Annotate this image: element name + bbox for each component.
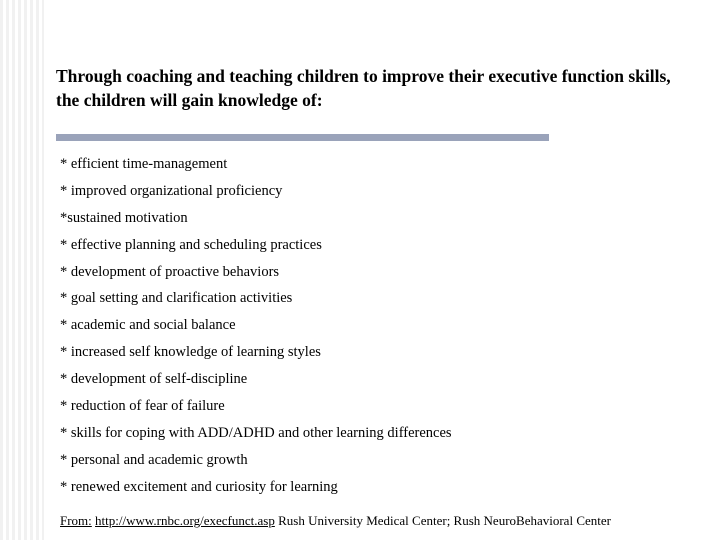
bullet-academic-social-balance: * academic and social balance — [60, 317, 236, 334]
bullet-time-management: * efficient time-management — [60, 156, 228, 172]
source-prefix[interactable]: From: — [60, 513, 92, 528]
source-footer — [60, 513, 611, 529]
bullet-organizational-proficiency: * improved organizational proficiency — [60, 182, 283, 199]
bullet-proactive-behaviors: * development of proactive behaviors — [60, 263, 280, 280]
source-link[interactable]: http://www.rnbc.org/execfunct.asp — [95, 513, 275, 528]
bullet-learning-styles: * increased self knowledge of learning styles — [60, 344, 321, 361]
slide-title: Through coaching and teaching children to improve their executive function skills, the children will gain knowledge of: — [56, 66, 671, 110]
bullet-self-discipline: * development of self-discipline — [60, 371, 248, 388]
source-attribution: Rush University Medical Center; Rush NeuroBehavioral Center — [278, 513, 611, 528]
bullet-planning-scheduling: * effective planning and scheduling practices — [60, 236, 322, 253]
bullet-fear-of-failure: * reduction of fear of failure — [60, 398, 225, 415]
bullet-goal-setting: * goal setting and clarification activities — [60, 290, 293, 307]
bullet-personal-academic-growth: * personal and academic growth — [60, 451, 248, 468]
bullet-excitement-curiosity: * renewed excitement and curiosity for learning — [60, 478, 338, 495]
bullet-sustained-motivation: *sustained motivation — [60, 209, 188, 226]
bullet-coping-skills: * skills for coping with ADD/ADHD and other learning differences — [60, 424, 452, 441]
bullet-list — [60, 153, 452, 503]
title-divider — [56, 134, 549, 141]
